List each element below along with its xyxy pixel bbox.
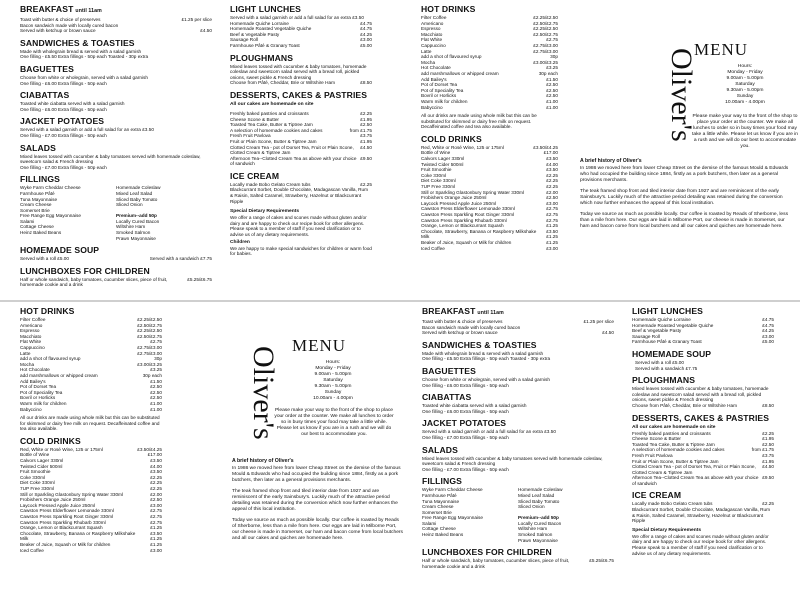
drink-item: Laycock Pressed Apple Juice 250ml £3.00 [421, 200, 558, 206]
section-prices: One filling - £7.00 Extra fillings - 50p each [422, 434, 509, 440]
menu-item: Clotted Cream Tea - pot of Dorset Tea, Fruit or Plain Scone, Clotted Cream & Tiptree Jam £4.50 [632, 464, 774, 475]
menu-item: A selection of homemade cookies and cakes from £1.75 [632, 447, 774, 453]
section-prices: One filling - £5.50 Extra fillings - 50p each Toasted - 30p extra [20, 54, 149, 60]
menu-item: Sausage Roll £3.00 [230, 37, 372, 43]
brand-text: Oliver's [247, 346, 280, 440]
drink-item: Hot Chocolate £3.25 [20, 367, 162, 373]
soup-prices: Served with a roll £5.00 Served with a sandwich £7.75 [20, 256, 212, 262]
light-lunches-heading: LIGHT LUNCHES [230, 4, 302, 14]
drink-item: Hot Chocolate £3.25 [421, 65, 558, 71]
filling-item: Mixed Leaf Salad [518, 492, 555, 498]
ordering-policy: Please make your way to the front of the shop to place your order at the counter. We make all lunches to order so in busy times your food may take a little while. Please let us know if you are in a rush and we will do our best to accommodate you. [274, 408, 394, 437]
history-paragraph: The teak framed shop front and tiled interior date from 1927 and are reminiscent of the early Sainsbury's. Luckily much of the attractive period detailing was retained during the conversion which now further enhances the appeal of this local institution. [580, 189, 783, 206]
history-paragraph: In 1986 we moved here from lower Cheap Street on the demise of the famous Mould & Edwards who had occupied the building since 1884, firstly as a pork butchers, then later as a general provisions merchants. [232, 466, 401, 483]
menu-item: Toasted Tea Cake, Butter & Tiptree Jam £2.50 [230, 122, 372, 128]
drink-item: Americano £2.50/£2.75 [20, 322, 162, 328]
drink-item: Latte £2.75/£3.00 [421, 48, 558, 54]
hot-drinks-heading: HOT DRINKS [20, 306, 75, 316]
dietary-text: We offer a range of cakes and scones made without gluten and/or dairy and are happy to check our recipe book for other allergens. Please speak to a member of staff if you need clarification or to advise us of any dietary requirements. [230, 215, 367, 238]
history-paragraph: The teak framed shop front and tiled interior date from 1927 and are reminiscent of the early Sainsbury's. Luckily much of the attractive period detailing was retained during the conversion which now further enhances the appeal of this local institution. [232, 489, 398, 512]
ciabattas-heading: CIABATTAS [422, 392, 472, 403]
filling-item: Heinz Baked Beans [422, 532, 464, 538]
section-subtitle: All our cakes are homemade on site [230, 101, 314, 107]
cold-drinks-list [20, 447, 162, 553]
food-column [418, 302, 618, 602]
menu-sheet-top [0, 0, 800, 300]
filling-item: Somerset Brie [20, 207, 50, 213]
drink-item: add marshmallows or whipped cream 30p each [20, 372, 162, 378]
light-lunches-heading: LIGHT LUNCHES [632, 306, 704, 316]
section-note: Toasted white ciabatta served with a salad garnish [422, 403, 527, 409]
jacket-heading: JACKET POTATOES [20, 116, 105, 127]
drink-item: Pot of Dorset Tea £2.50 [421, 82, 558, 88]
section-note: Mixed leaves tossed with cucumber & baby tomatoes, homemade coleslaw and sweetcorn salad served with a bread roll, pickled onions, sweet pickle & French dressing [230, 63, 367, 80]
filling-item: Smoked Salmon [518, 532, 553, 538]
drink-item: Iced Coffee £3.00 [20, 547, 162, 553]
drink-item: Pot of Dorset Tea £2.50 [20, 384, 162, 390]
drink-item: Still or Sparkling Glastonbury Spring Water 330ml £2.00 [421, 189, 558, 195]
filling-item: Free Range Egg Mayonnaise [422, 515, 483, 521]
filling-item: Sliced Baby Tomato [116, 196, 158, 202]
filling-item: Heinz Baked Beans [20, 230, 62, 236]
filling-item: Wyke Farm Cheddar Cheese [422, 487, 483, 493]
filling-item: Homemade Coleslaw [116, 185, 161, 191]
menu-item: Fresh Fruit Pavlova £3.75 [632, 452, 774, 458]
filling-item: Somerset Brie [422, 509, 452, 515]
filling-item: Cream Cheese [422, 504, 454, 510]
lunch-column [226, 0, 376, 300]
menu-item: Beef & Vegetable Pasty £4.25 [632, 328, 774, 334]
cold-drinks-heading: COLD DRINKS [421, 133, 482, 144]
drink-item: Coke 330ml £2.25 [421, 172, 558, 178]
section-note: Blackcurrant Sorbet, Double Chocolate, Madagascan Vanilla, Rum & Raisin, Salted Caramel, Strawberry, Hazelnut or Blackcurrant Ripple [632, 507, 771, 524]
drink-item: Espresso £2.25/£2.50 [421, 26, 558, 32]
drink-item: Babyccino £1.00 [421, 104, 558, 110]
filling-item: Wiltshire Ham [518, 526, 548, 532]
drink-item: Chocolate, Strawberry, Banana or Raspberry Milkshake £3.50 [20, 530, 162, 536]
drink-item: Cawston Press Sparkling Root Ginger 330ml £2.75 [421, 212, 558, 217]
section-prices: One filling - £7.00 Extra fillings - 50p each [422, 466, 509, 472]
drink-item: Warm milk for children £1.00 [421, 98, 558, 104]
drink-item: Fruit Smoothie £3.50 [20, 469, 162, 475]
menu-item: Freshly baked pastries and croissants £2.25 [632, 430, 774, 436]
section-note: Served with a salad garnish or add a full salad for an extra £3.50 [20, 127, 154, 133]
drink-item: Cawston Press Sparkling Root Ginger 330ml £2.75 [20, 514, 162, 519]
dietary-text: We offer a range of cakes and scones made without gluten and/or dairy and are happy to check our recipe book for other allergens. Please speak to a member of staff if you need clarification or to advise us of any dietary requirements. [632, 533, 769, 556]
drinks-note: All our drinks are made using whole milk but this can be substituted for skimmed or dairy free milk on request. Decaffeinated coffee and tea also available. [20, 415, 160, 432]
drink-item: Iced Coffee £3.00 [421, 245, 558, 251]
filling-item: Free Range Egg Mayonnaise [20, 213, 81, 219]
drinks-column [16, 302, 166, 602]
menu-cover [580, 0, 800, 300]
section-note: Choose from white or wholegrain, served with a salad garnish [20, 74, 148, 80]
drink-item: Mocha £3.00/£3.25 [421, 59, 558, 65]
section-note: Served with a salad garnish or add a full salad for an extra £3.50 [422, 429, 556, 435]
drink-item: Diet Coke 330ml £2.25 [20, 480, 162, 486]
section-note: Served with a salad garnish or add a full salad for an extra £3.50 [230, 15, 364, 20]
section-subtitle: All our cakes are homemade on site [632, 424, 716, 430]
section-note: Choose from white or wholegrain, served with a salad garnish [422, 376, 550, 382]
menu-sheet-bottom [0, 302, 800, 602]
menu-title: MENU [694, 40, 749, 59]
drink-item: Cappuccino £2.75/£3.00 [421, 42, 558, 48]
filling-item: Mixed Leaf Salad [116, 190, 153, 196]
drink-item: Milk £1.25 [20, 536, 162, 542]
drink-item: Red, White or Rosé Wine, 125 or 175ml £3.50/£4.25 [421, 144, 558, 150]
drink-item: Calvors Lager 330ml £3.50 [20, 458, 162, 464]
filling-item: Salami [20, 218, 35, 224]
breakfast-heading: BREAKFAST until 11am [422, 306, 504, 316]
desserts-heading: DESSERTS, CAKES & PASTRIES [230, 89, 368, 100]
menu-cover [218, 302, 408, 602]
menu-item: Afternoon Tea--Clotted Cream Tea as above with your choice of sandwich £9.50 [230, 155, 372, 167]
filling-item: Tuna Mayonnaise [20, 196, 58, 202]
filling-item: Sliced Onion [518, 504, 545, 510]
drink-item: Orange, Lemon or Blackcurrant Squash £1.25 [421, 223, 558, 229]
drink-item: add a shot of flavoured syrup 30p [20, 356, 162, 362]
menu-item: Fruit or Plain Scone, Butter & Tiptree Jam £1.95 [632, 458, 774, 464]
section-prices: One filling - £6.00 Extra fillings - 50p each [422, 408, 509, 414]
sandwiches-heading: SANDWICHES & TOASTIES [422, 339, 537, 350]
drink-item: Frobishers Orange Juice 250ml £2.50 [20, 497, 162, 503]
filling-item: Cottage Cheese [422, 526, 456, 532]
menu-item: Bacon sandwich made with locally cured bacon [422, 324, 521, 330]
drink-item: Bottle of Wine £17.00 [421, 150, 558, 156]
menu-item: Homemade Quiche Lorraine £4.75 [230, 20, 372, 26]
drink-item: Frobishers Orange Juice 250ml £2.50 [421, 195, 558, 201]
section-prices: One filling - £7.00 Extra fillings - 50p each [20, 132, 107, 138]
filling-item: Sliced Onion [116, 202, 143, 208]
menu-item: Bacon sandwich made with locally cured bacon [20, 22, 119, 28]
section-note: Mixed leaves tossed with cucumber & baby tomatoes, homemade coleslaw and sweetcorn salad served with a bread roll, pickled onions, sweet pickle & French dressing [632, 386, 769, 403]
salads-heading: SALADS [422, 444, 458, 455]
brief-history [580, 158, 795, 235]
menu-item: Homemade Quiche Lorraine £4.75 [632, 317, 774, 322]
drink-item: Laycock Pressed Apple Juice 250ml £3.00 [20, 502, 162, 508]
menu-item: Cheese Scone & Butter £1.95 [632, 436, 774, 442]
section-note: Made with wholegrain bread & served with a salad garnish [422, 350, 544, 356]
filling-item: Cottage Cheese [20, 224, 54, 230]
drink-item: Fruit Smoothie £3.50 [421, 167, 558, 173]
drink-item: Cawston Press Elderflower Lemonade 330ml £2.75 [421, 206, 558, 212]
filling-item: Locally Cured Bacon [518, 520, 562, 526]
opening-hours: Hours: Monday - Friday 9.00am - 5.00pm Saturday 9.30am - 5.00pm Sunday 10.00am - 4.00pm [725, 64, 765, 105]
menu-item: Served with a roll £5.00 [635, 359, 684, 365]
section-prices: One filling - £7.00 Extra fillings - 50p each [20, 164, 107, 170]
section-prices: One filling - £6.00 Extra fillings - 50p each [20, 80, 107, 86]
fillings-list [422, 487, 614, 543]
drink-item: Diet Coke 330ml £2.25 [421, 178, 558, 184]
jacket-heading: JACKET POTATOES [422, 418, 507, 429]
menu-item: Toast with butter & choice of preserves £1.25 per slice [422, 319, 614, 324]
dietary-heading: Special Dietary Requirements [230, 209, 300, 215]
drink-item: Flat White £2.75 [421, 37, 558, 43]
salads-heading: SALADS [20, 142, 56, 153]
menu-item: Toast with butter & choice of preserves £1.25 per slice [20, 17, 212, 22]
drink-item: Beaker of Juice, Squash or Milk for children £1.25 [421, 239, 558, 245]
history-paragraph: In 1986 we moved here from lower Cheap Street on the demise of the famous Mould & Edwards who had occupied the building since 1884, firstly as a pork butchers, then later as a general provisions merchants. [580, 166, 789, 183]
drink-item: Coke 330ml £2.25 [20, 474, 162, 480]
lunchbox-item: Half or whole sandwich, baby tomatoes, cucumber slices, piece of fruit, homemade cookie and a drink £5.25/£6.75 [20, 276, 212, 288]
history-paragraph: Today we source as much as possible locally. Our coffee is roasted by Reads of Sherborne, less than a mile from here. Our eggs are laid in Milborne Port, our cheese is made in Somerset, our ham and bacon come from local butchers and all our cakes and quiches are homemade here. [580, 212, 789, 229]
soup-heading: HOMEMADE SOUP [632, 348, 712, 359]
breakfast-heading: BREAKFAST until 11am [20, 4, 102, 14]
menu-item: Fresh Fruit Pavlova £3.75 [230, 133, 372, 139]
children-heading: Children [230, 239, 250, 245]
drink-item: Bovril or Horlicks £2.50 [20, 395, 162, 401]
menu-item: Locally made Bobo Gelato Cream tubs £2.25 [632, 501, 774, 507]
menu-item: Fruit or Plain Scone, Butter & Tiptree Jam £1.95 [230, 138, 372, 144]
premium-label: Premium--add 50p [518, 515, 559, 521]
menu-item: Homemade Roasted Vegetable Quiche £4.75 [230, 26, 372, 32]
menu-item: Locally made Bobo Gelato Cream tubs £2.25 [230, 181, 372, 187]
food-column [16, 0, 216, 300]
drink-item: Milk £1.25 [421, 234, 558, 240]
drink-item: Mocha £3.00/£3.25 [20, 361, 162, 367]
drink-item: Twisted Cider 500ml £4.00 [421, 161, 558, 167]
menu-item: Served with a sandwich £7.75 [635, 365, 698, 371]
drink-item: add a shot of flavoured syrup 30p [421, 54, 558, 60]
filling-item: Wiltshire Ham [116, 224, 146, 230]
premium-label: Premium--add 50p [116, 213, 157, 219]
menu-item: Afternoon Tea--Clotted Cream Tea as above with your choice of sandwich £9.50 [632, 475, 774, 486]
menu-item: Served with ketchup or brown sauce £4.50 [20, 28, 212, 34]
history-title: A brief history of Oliver's [580, 158, 642, 164]
drink-item: Beaker of Juice, Squash or Milk for children £1.25 [20, 541, 162, 547]
menu-item: Cheese Scone & Butter £1.95 [230, 116, 372, 122]
drink-item: Bovril or Horlicks £2.50 [421, 93, 558, 99]
drink-item: Orange, Lemon or Blackcurrant Squash £1.25 [20, 525, 162, 531]
filling-item: Prawn Mayonnaise [116, 235, 156, 241]
filling-item: Locally Cured Bacon [116, 218, 160, 224]
menu-item: Freshly baked pastries and croissants £2.25 [230, 110, 372, 116]
filling-item: Wyke Farm Cheddar Cheese [20, 185, 81, 191]
fillings-heading: FILLINGS [20, 174, 60, 185]
drink-item: Latte £2.75/£3.00 [20, 350, 162, 356]
lunchbox-item: Half or whole sandwich, baby tomatoes, cucumber slices, piece of fruit, homemade cookie and a drink £5.25/£6.75 [422, 558, 614, 569]
ciabattas-heading: CIABATTAS [20, 90, 70, 101]
menu-item: A selection of homemade cookies and cakes from £1.75 [230, 127, 372, 133]
drink-item: Pot of Speciality Tea £2.50 [20, 389, 162, 395]
section-note: Mixed leaves tossed with cucumber & baby tomatoes served with homemade coleslaw, sweetcorn salad & French dressing [20, 153, 201, 165]
drink-item: Cappuccino £2.75/£3.00 [20, 344, 162, 350]
hot-drinks-list [20, 317, 162, 412]
lunch-column [628, 302, 778, 602]
drink-item: Filter Coffee £2.25/£2.50 [421, 15, 558, 20]
desserts-heading: DESSERTS, CAKES & PASTRIES [632, 412, 770, 423]
icecream-heading: ICE CREAM [632, 490, 682, 501]
hot-drinks-list [421, 15, 558, 110]
cold-drinks-list [421, 145, 558, 251]
menu-item: Clotted Cream Tea - pot of Dorset Tea, Fruit or Plain Scone, Clotted Cream & Tiptree Jam £4.50 [230, 144, 372, 156]
ploughmans-heading: PLOUGHMANS [230, 52, 294, 63]
menu-item: Beef & Vegetable Pasty £4.25 [230, 31, 372, 37]
menu-item: Sausage Roll £3.00 [632, 333, 774, 339]
section-note: Mixed leaves tossed with cucumber & baby tomatoes served with homemade coleslaw, sweetcorn salad & French dressing [422, 455, 603, 467]
drink-item: Macchiato £2.50/£2.75 [20, 333, 162, 339]
history-title: A brief history of Oliver's [232, 458, 294, 464]
fillings-list [20, 185, 212, 241]
drink-item: Add Bailey's £1.50 [421, 76, 558, 82]
section-prices: One filling - £6.00 Extra fillings - 50p each [422, 382, 509, 388]
drink-item: Twisted Cider 500ml £4.00 [20, 463, 162, 469]
dietary-heading: Special Dietary Requirements [632, 527, 702, 533]
filling-item: Cream Cheese [20, 202, 52, 208]
drink-item: Cawston Press Sparkling Rhubarb 330ml £2.75 [20, 519, 162, 525]
ploughmans-heading: PLOUGHMANS [632, 375, 696, 386]
baguettes-heading: BAGUETTES [422, 365, 476, 376]
baguettes-heading: BAGUETTES [20, 63, 74, 74]
drink-item: Americano £2.50/£2.75 [421, 20, 558, 26]
filling-item: Farmhouse Pâté [20, 190, 55, 196]
drink-item: 7UP Free 330ml £2.25 [20, 486, 162, 492]
section-note: Toasted white ciabatta served with a salad garnish [20, 101, 125, 107]
menu-item: Farmhouse Pâté & Granary Toast £5.00 [632, 339, 774, 345]
menu-item: Served with ketchup or brown sauce £4.50 [422, 330, 614, 336]
drink-item: 7UP Free 330ml £2.25 [421, 184, 558, 190]
drinks-note: All our drinks are made using whole milk but this can be substituted for skimmed or dairy free milk on request. Decaffeinated coffee and tea also available. [421, 113, 537, 130]
hot-drinks-heading: HOT DRINKS [421, 4, 476, 14]
lunchboxes-heading: LUNCHBOXES FOR CHILDREN [20, 265, 150, 276]
filling-item: Sliced Baby Tomato [518, 498, 560, 504]
filling-item: Salami [422, 520, 437, 526]
menu-title: MENU [292, 336, 347, 355]
brief-history [232, 458, 404, 547]
drink-item: Still or Sparkling Glastonbury Spring Water 330ml £2.00 [20, 491, 162, 497]
drinks-column [417, 0, 562, 300]
soup-heading: HOMEMADE SOUP [20, 245, 100, 256]
filling-item: Tuna Mayonnaise [422, 498, 460, 504]
menu-item: Homemade Roasted Vegetable Quiche £4.75 [632, 322, 774, 328]
menu-item: Toasted Tea Cake, Butter & Tiptree Jam £2.50 [632, 441, 774, 447]
drink-item: Espresso £2.25/£2.50 [20, 328, 162, 334]
drink-item: add marshmallows or whipped cream 30p each [421, 70, 558, 76]
section-note: Blackcurrant Sorbet, Double Chocolate, Madagascan Vanilla, Rum & Raisin, Salted Caramel, Strawberry, Hazelnut or Blackcurrant Ripple [230, 187, 369, 204]
filling-item: Prawn Mayonnaise [518, 537, 558, 543]
drink-item: Warm milk for children £1.00 [20, 400, 162, 406]
section-prices: One filling - £5.50 Extra fillings - 50p each Toasted - 30p extra [422, 356, 551, 362]
section-prices: One filling - £6.00 Extra fillings - 50p each [20, 106, 107, 112]
filling-item: Farmhouse Pâté [422, 492, 457, 498]
filling-item: Homemade Coleslaw [518, 487, 563, 493]
drink-item: Chocolate, Strawberry, Banana or Raspberry Milkshake £3.50 [421, 228, 558, 234]
ordering-policy: Please make your way to the front of the shop to place your order at the counter. We make all lunches to order so in busy times your food may take a little while. Please let us know if you are in a rush and we will do our best to accommodate you. [691, 114, 799, 149]
drink-item: Calvors Lager 330ml £3.50 [421, 156, 558, 162]
sandwiches-heading: SANDWICHES & TOASTIES [20, 37, 135, 48]
brand-text: Oliver's [665, 48, 698, 142]
drink-item: Filter Coffee £2.25/£2.50 [20, 317, 162, 322]
fillings-heading: FILLINGS [422, 476, 462, 487]
menu-item: Choose from Pâté, Cheddar, Brie or Wiltshire Ham £8.50 [230, 80, 372, 86]
drink-item: Cawston Press Elderflower Lemonade 330ml £2.75 [20, 508, 162, 514]
opening-hours: Hours: Monday - Friday 9.00am - 5.00pm Saturday 9.30am - 5.00pm Sunday 10.00am - 4.00pm [313, 360, 353, 401]
children-text: We are happy to make special sandwiches for children or warm food for babies. [230, 245, 372, 257]
drink-item: Cawston Press Sparkling Rhubarb 330ml £2.75 [421, 217, 558, 223]
menu-item: Farmhouse Pâté & Granary Toast £5.00 [230, 42, 372, 48]
lunchboxes-heading: LUNCHBOXES FOR CHILDREN [422, 547, 552, 558]
drink-item: Bottle of Wine £17.00 [20, 452, 162, 458]
drink-item: Add Bailey's £1.50 [20, 378, 162, 384]
drink-item: Macchiato £2.50/£2.75 [421, 31, 558, 37]
drink-item: Red, White or Rosé Wine, 125 or 175ml £3.50/£4.25 [20, 446, 162, 452]
drink-item: Flat White £2.75 [20, 339, 162, 345]
cold-drinks-heading: COLD DRINKS [20, 435, 81, 446]
history-paragraph: Today we source as much as possible locally. Our coffee is roasted by Reads of Sherborne, less than a mile from here. Our eggs are laid in Milborne Port, our cheese is made in Somerset, our ham and bacon come from local butchers and all our cakes and quiches are homemade here. [232, 518, 403, 541]
menu-item: Choose from Pâté, Cheddar, Brie or Wiltshire Ham £8.50 [632, 402, 774, 408]
section-note: Made with wholegrain bread & served with a salad garnish [20, 48, 142, 54]
filling-item: Smoked Salmon [116, 230, 151, 236]
icecream-heading: ICE CREAM [230, 170, 280, 181]
drink-item: Pot of Speciality Tea £2.50 [421, 87, 558, 93]
drink-item: Babyccino £1.00 [20, 406, 162, 412]
